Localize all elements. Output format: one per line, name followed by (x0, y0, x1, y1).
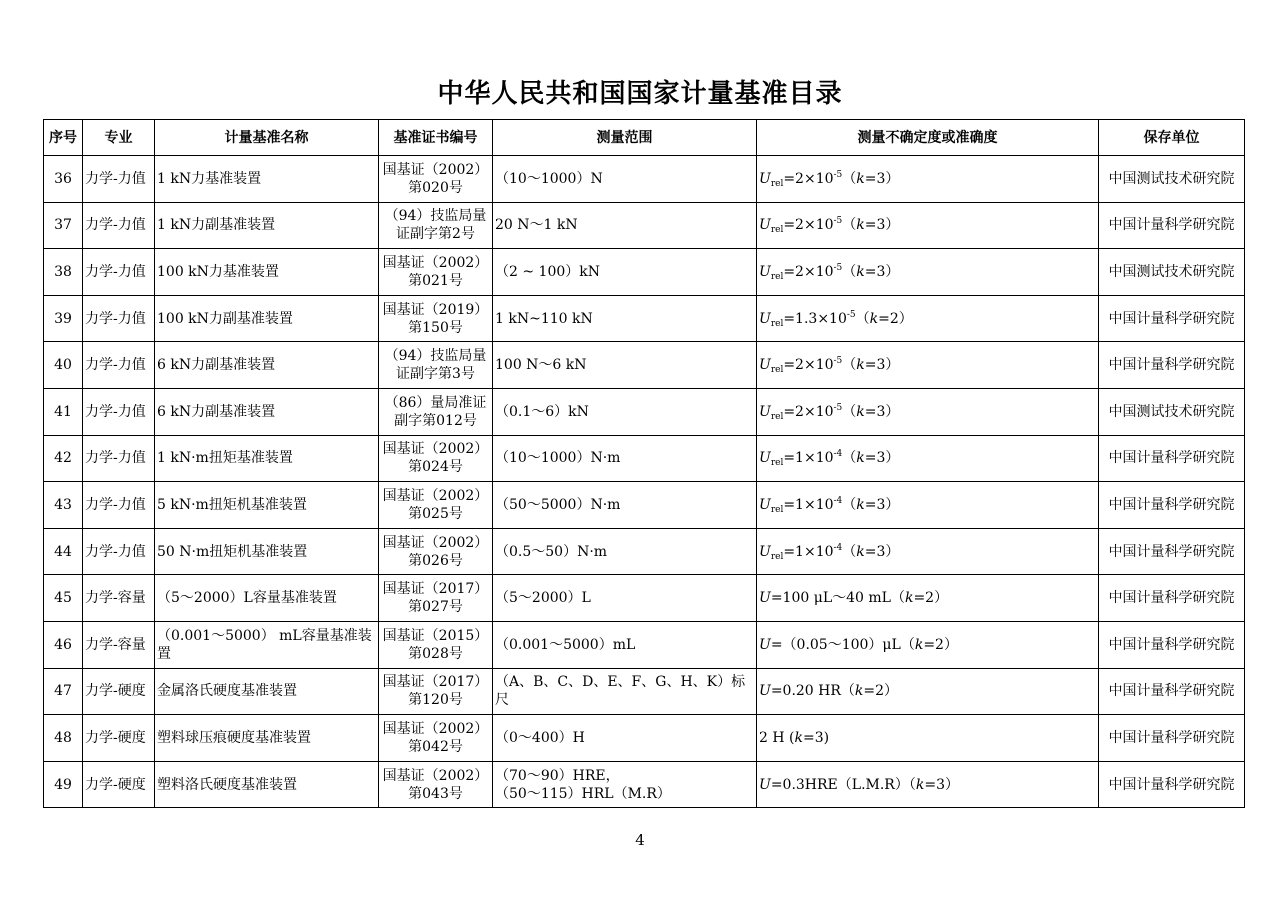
uncertainty-paren: （ (900, 636, 915, 653)
uncertainty-value: =2×10 (783, 357, 834, 374)
row-unit: 中国计量科学研究院 (1099, 342, 1245, 389)
uncertainty-symbol: U (759, 776, 771, 793)
uncertainty-subscript: rel (770, 411, 784, 422)
row-cert (379, 295, 493, 342)
coverage-factor-value: =3） (864, 357, 900, 374)
coverage-factor-symbol: k (856, 263, 865, 280)
uncertainty-paren: （ (855, 310, 870, 327)
row-cert-line: 第026号 (408, 552, 463, 569)
row-cert-line: 国基证（2017） (382, 581, 489, 598)
row-uncertainty (757, 388, 1099, 435)
row-range (493, 342, 757, 389)
uncertainty-subscript: rel (770, 178, 784, 189)
row-cert (379, 761, 493, 808)
header-seq: 序号 (44, 120, 83, 156)
uncertainty-value: =（0.05～100）μL (770, 636, 901, 653)
row-unit: 中国计量科学研究院 (1099, 575, 1245, 622)
coverage-factor-symbol: k (856, 217, 865, 234)
table-row (44, 342, 1245, 389)
row-name: 6 kN力副基准装置 (155, 388, 379, 435)
coverage-factor-value: =2） (878, 310, 913, 327)
row-name: （0.001～5000） mL容量基准装置 (155, 621, 379, 668)
row-cert-line: 第042号 (408, 738, 463, 755)
row-specialty: 力学-力值 (83, 295, 155, 342)
header-specialty: 专业 (83, 120, 155, 156)
header-unit: 保存单位 (1099, 120, 1245, 156)
row-range (493, 668, 757, 715)
row-range-line: （0.001～5000）mL (495, 636, 636, 653)
row-uncertainty (757, 342, 1099, 389)
row-cert-line: 国基证（2002） (382, 720, 489, 737)
row-name: 100 kN力基准装置 (155, 249, 379, 296)
row-uncertainty (757, 249, 1099, 296)
header-row (44, 120, 1245, 156)
row-name: 6 kN力副基准装置 (155, 342, 379, 389)
row-seq: 46 (44, 621, 83, 668)
row-uncertainty (757, 482, 1099, 529)
row-range-line: 100 N～6 kN (495, 357, 587, 374)
row-cert-line: （86）量局准证 (384, 394, 487, 411)
row-unit: 中国测试技术研究院 (1099, 388, 1245, 435)
uncertainty-value: =0.20 HR (770, 683, 841, 700)
coverage-factor-value: =3） (864, 263, 900, 280)
row-name: 塑料球压痕硬度基准装置 (155, 715, 379, 762)
row-cert (379, 156, 493, 203)
uncertainty-subscript: rel (770, 551, 784, 562)
uncertainty-paren: （ (840, 683, 855, 700)
uncertainty-paren: （ (842, 543, 857, 560)
row-seq: 36 (44, 156, 83, 203)
uncertainty-paren: （ (890, 590, 905, 607)
coverage-factor-symbol: k (854, 683, 864, 700)
uncertainty-paren: （ (842, 170, 857, 187)
row-range-line: 1 kN~110 kN (495, 310, 593, 327)
row-seq: 47 (44, 668, 83, 715)
uncertainty-value: =2×10 (783, 217, 834, 234)
row-range-line: 20 N～1 kN (495, 217, 578, 234)
uncertainty-symbol: U (759, 217, 771, 234)
coverage-factor-value: =3） (864, 543, 900, 560)
coverage-factor-symbol: k (915, 776, 925, 793)
coverage-factor-symbol: k (914, 636, 924, 653)
uncertainty-value: =2×10 (783, 170, 834, 187)
row-range-line: （0.1～6）kN (495, 403, 589, 420)
coverage-factor-value: =3） (864, 496, 900, 513)
coverage-factor-symbol: k (904, 590, 914, 607)
row-specialty: 力学-硬度 (83, 761, 155, 808)
table-row (44, 621, 1245, 668)
row-cert-line: （94）技监局量 (384, 208, 487, 225)
row-range-line: （0.5～50）N·m (495, 543, 608, 560)
row-seq: 43 (44, 482, 83, 529)
table-row (44, 156, 1245, 203)
uncertainty-value: =1×10 (783, 450, 834, 467)
uncertainty-symbol: U (759, 310, 771, 327)
row-name: 1 kN·m扭矩基准装置 (155, 435, 379, 482)
row-name: 50 N·m扭矩机基准装置 (155, 528, 379, 575)
uncertainty-subscript: rel (770, 365, 784, 376)
row-cert-line: 第150号 (408, 319, 463, 336)
row-cert-line: 第028号 (408, 645, 463, 662)
row-name: （5～2000）L容量基准装置 (155, 575, 379, 622)
uncertainty-paren: （ (908, 776, 916, 793)
standards-table (43, 119, 1245, 808)
row-seq: 45 (44, 575, 83, 622)
row-seq: 48 (44, 715, 83, 762)
uncertainty-paren: （ (842, 450, 857, 467)
uncertainty-value: =1.3×10 (783, 310, 847, 327)
row-cert-line: 第043号 (408, 785, 463, 802)
row-unit: 中国计量科学研究院 (1099, 621, 1245, 668)
coverage-factor-value: =3） (864, 403, 900, 420)
uncertainty-value: =1×10 (783, 543, 834, 560)
row-specialty: 力学-力值 (83, 156, 155, 203)
header-uncertainty: 测量不确定度或准确度 (757, 120, 1099, 156)
row-cert-line: 国基证（2002） (382, 487, 489, 504)
coverage-factor-symbol: k (869, 310, 879, 327)
row-specialty: 力学-容量 (83, 621, 155, 668)
row-specialty: 力学-力值 (83, 388, 155, 435)
row-cert-line: 第025号 (408, 505, 463, 522)
row-unit: 中国计量科学研究院 (1099, 482, 1245, 529)
row-range (493, 435, 757, 482)
uncertainty-paren: （ (842, 496, 857, 513)
uncertainty-exponent: -5 (833, 262, 843, 273)
row-cert-line: 证副字第3号 (396, 366, 475, 383)
uncertainty-subscript: rel (770, 318, 784, 329)
uncertainty-exponent: -5 (833, 169, 843, 180)
row-uncertainty (757, 202, 1099, 249)
uncertainty-paren: （ (842, 263, 857, 280)
row-cert (379, 342, 493, 389)
uncertainty-symbol: U (759, 636, 771, 653)
row-specialty: 力学-硬度 (83, 668, 155, 715)
row-cert (379, 575, 493, 622)
coverage-factor-symbol: k (856, 357, 865, 374)
uncertainty-paren: （ (842, 217, 857, 234)
coverage-factor-value: =3） (864, 217, 900, 234)
row-cert-line: 国基证（2002） (382, 534, 489, 551)
coverage-factor-symbol: k (856, 450, 865, 467)
row-cert-line: （94）技监局量 (384, 348, 487, 365)
row-seq: 37 (44, 202, 83, 249)
row-range (493, 249, 757, 296)
row-cert (379, 202, 493, 249)
row-cert-line: 国基证（2017） (382, 674, 489, 691)
row-seq: 39 (44, 295, 83, 342)
row-range-line: （0～400）H (495, 729, 585, 746)
row-seq: 44 (44, 528, 83, 575)
row-range (493, 156, 757, 203)
uncertainty-value: =1×10 (783, 496, 834, 513)
uncertainty-symbol: U (759, 496, 771, 513)
uncertainty-exponent: -5 (846, 309, 856, 320)
row-range-line: （10～1000）N·m (495, 450, 621, 467)
row-uncertainty (757, 156, 1099, 203)
row-specialty: 力学-力值 (83, 342, 155, 389)
table-row (44, 528, 1245, 575)
row-range-line: （5～2000）L (495, 590, 591, 607)
coverage-factor-value: =2） (863, 683, 899, 700)
row-unit: 中国计量科学研究院 (1099, 715, 1245, 762)
row-unit: 中国计量科学研究院 (1099, 761, 1245, 808)
row-cert-line: 第020号 (408, 179, 463, 196)
page-number: 4 (635, 831, 645, 849)
uncertainty-paren: （ (842, 403, 857, 420)
uncertainty-value: =2×10 (783, 263, 834, 280)
header-name: 计量基准名称 (155, 120, 379, 156)
table-row (44, 668, 1245, 715)
row-range (493, 528, 757, 575)
coverage-factor-value: =3) (802, 729, 830, 746)
row-cert-line: 第024号 (408, 459, 463, 476)
uncertainty-exponent: -4 (833, 542, 843, 553)
coverage-factor-symbol: k (794, 729, 803, 746)
table-row (44, 249, 1245, 296)
row-range (493, 575, 757, 622)
row-uncertainty (757, 528, 1099, 575)
row-cert-line: 国基证（2015） (382, 627, 489, 644)
uncertainty-symbol: U (759, 357, 771, 374)
row-unit: 中国测试技术研究院 (1099, 249, 1245, 296)
row-unit: 中国测试技术研究院 (1099, 156, 1245, 203)
row-cert (379, 435, 493, 482)
coverage-factor-value: =2） (923, 636, 958, 653)
row-cert (379, 388, 493, 435)
row-cert-line: 第120号 (408, 692, 463, 709)
table-row (44, 482, 1245, 529)
table-row (44, 295, 1245, 342)
row-range (493, 202, 757, 249)
row-uncertainty (757, 295, 1099, 342)
row-specialty: 力学-力值 (83, 528, 155, 575)
uncertainty-symbol: U (759, 450, 771, 467)
uncertainty-symbol: U (759, 683, 771, 700)
table-row (44, 435, 1245, 482)
row-unit: 中国计量科学研究院 (1099, 295, 1245, 342)
row-cert (379, 668, 493, 715)
uncertainty-exponent: -5 (833, 402, 843, 413)
uncertainty-value: =0.3HRE（L.M.R） (770, 776, 909, 793)
uncertainty-value: =100 μL～40 mL (770, 590, 891, 607)
row-cert-line: 第027号 (408, 599, 463, 616)
row-uncertainty (757, 761, 1099, 808)
uncertainty-subscript: rel (770, 458, 784, 469)
coverage-factor-symbol: k (856, 403, 865, 420)
coverage-factor-value: =3） (864, 170, 900, 187)
row-name: 塑料洛氏硬度基准装置 (155, 761, 379, 808)
uncertainty-symbol: U (759, 590, 771, 607)
row-range-line: （10～1000）N (495, 170, 603, 187)
uncertainty-exponent: -5 (833, 216, 843, 227)
row-uncertainty (757, 668, 1099, 715)
row-seq: 42 (44, 435, 83, 482)
row-name: 金属洛氏硬度基准装置 (155, 668, 379, 715)
row-name: 100 kN力副基准装置 (155, 295, 379, 342)
row-specialty: 力学-力值 (83, 435, 155, 482)
row-seq: 38 (44, 249, 83, 296)
table-row (44, 575, 1245, 622)
row-range-line: （50～5000）N·m (495, 496, 621, 513)
coverage-factor-symbol: k (856, 543, 865, 560)
uncertainty-subscript: rel (770, 504, 784, 515)
coverage-factor-symbol: k (856, 170, 865, 187)
row-cert (379, 528, 493, 575)
row-name: 1 kN力基准装置 (155, 156, 379, 203)
row-name: 5 kN·m扭矩机基准装置 (155, 482, 379, 529)
uncertainty-paren: （ (842, 357, 857, 374)
uncertainty-value: =2×10 (783, 403, 834, 420)
row-uncertainty (757, 621, 1099, 668)
uncertainty-symbol: U (759, 170, 771, 187)
row-specialty: 力学-力值 (83, 482, 155, 529)
row-seq: 41 (44, 388, 83, 435)
uncertainty-symbol: U (759, 543, 771, 560)
row-cert-line: 国基证（2019） (382, 301, 489, 318)
coverage-factor-value: =2） (913, 590, 949, 607)
table-row (44, 388, 1245, 435)
row-range (493, 621, 757, 668)
row-cert-line: 国基证（2002） (382, 767, 489, 784)
row-name: 1 kN力副基准装置 (155, 202, 379, 249)
row-specialty: 力学-力值 (83, 202, 155, 249)
row-cert (379, 621, 493, 668)
row-range (493, 388, 757, 435)
row-range (493, 295, 757, 342)
row-specialty: 力学-硬度 (83, 715, 155, 762)
row-range-line: （A、B、C、D、E、F、G、H、K）标尺 (495, 674, 746, 709)
uncertainty-exponent: -4 (833, 495, 843, 506)
uncertainty-exponent: -4 (833, 449, 843, 460)
table-row (44, 761, 1245, 808)
row-cert-line: 第021号 (408, 272, 463, 289)
row-seq: 49 (44, 761, 83, 808)
coverage-factor-value: =3） (864, 450, 900, 467)
row-range (493, 715, 757, 762)
uncertainty-symbol: U (759, 403, 771, 420)
coverage-factor-value: =3） (924, 776, 959, 793)
row-cert-line: 国基证（2002） (382, 441, 489, 458)
row-specialty: 力学-容量 (83, 575, 155, 622)
row-cert-line: 国基证（2002） (382, 161, 489, 178)
row-cert-line: 国基证（2002） (382, 254, 489, 271)
row-uncertainty (757, 575, 1099, 622)
row-seq: 40 (44, 342, 83, 389)
row-cert (379, 482, 493, 529)
uncertainty-prefix: 2 H ( (759, 729, 795, 746)
coverage-factor-symbol: k (856, 496, 865, 513)
uncertainty-subscript: rel (770, 225, 784, 236)
row-cert-line: 副字第012号 (394, 412, 477, 429)
row-uncertainty (757, 715, 1099, 762)
uncertainty-symbol: U (759, 263, 771, 280)
uncertainty-subscript: rel (770, 271, 784, 282)
table-row (44, 715, 1245, 762)
table-row (44, 202, 1245, 249)
row-unit: 中国计量科学研究院 (1099, 528, 1245, 575)
row-range-line: （2 ~ 100）kN (495, 263, 600, 280)
row-specialty: 力学-力值 (83, 249, 155, 296)
row-cert (379, 715, 493, 762)
row-range-line: （70～90）HRE， (495, 767, 620, 784)
row-unit: 中国计量科学研究院 (1099, 668, 1245, 715)
row-range (493, 482, 757, 529)
row-range (493, 761, 757, 808)
header-range: 测量范围 (493, 120, 757, 156)
row-unit: 中国计量科学研究院 (1099, 435, 1245, 482)
uncertainty-exponent: -5 (833, 356, 843, 367)
row-unit: 中国计量科学研究院 (1099, 202, 1245, 249)
row-range-line: （50～115）HRL（M.R） (495, 785, 671, 802)
page-title: 中华人民共和国国家计量基准目录 (437, 79, 843, 109)
row-cert (379, 249, 493, 296)
row-uncertainty (757, 435, 1099, 482)
header-cert: 基准证书编号 (379, 120, 493, 156)
row-cert-line: 证副字第2号 (396, 226, 475, 243)
